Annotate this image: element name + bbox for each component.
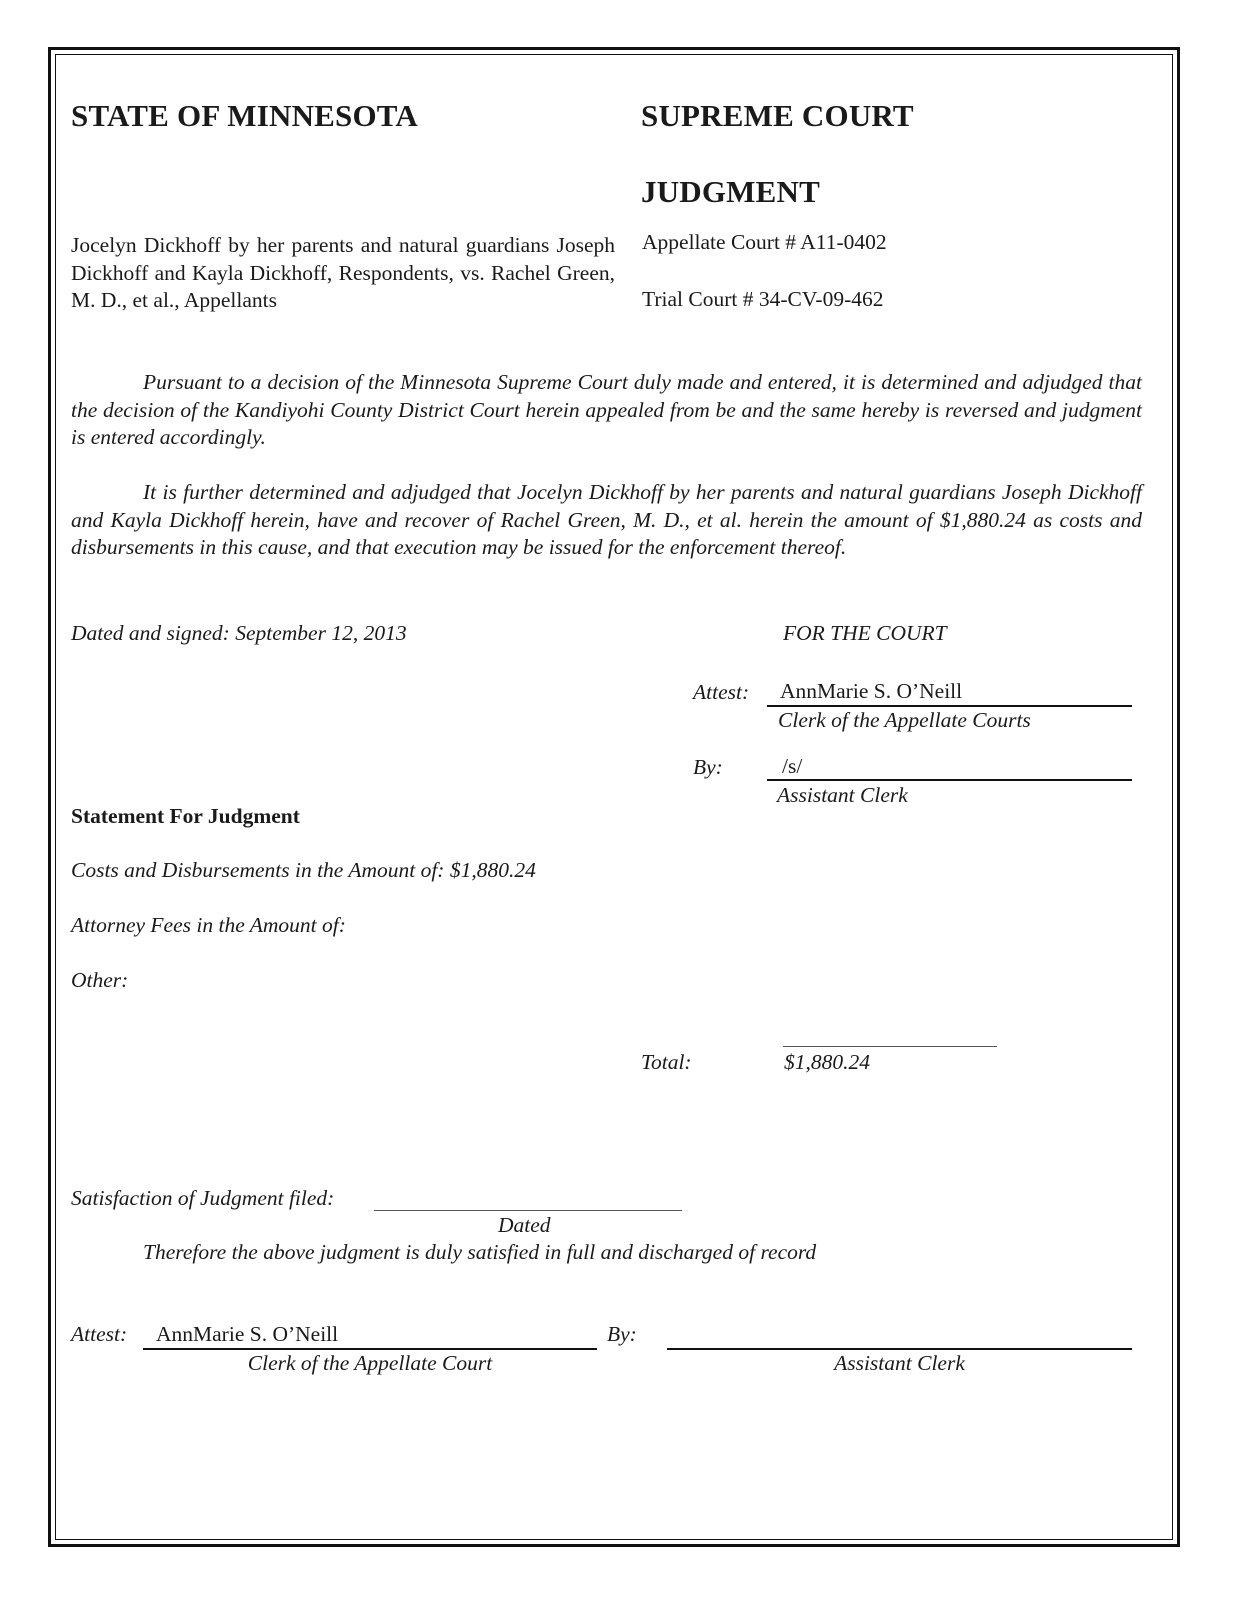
attest-clerk-title: Clerk of the Appellate Courts: [778, 708, 1031, 732]
by-signature: /s/: [782, 754, 803, 778]
total-rule: [783, 1046, 997, 1047]
costs-line: Costs and Disbursements in the Amount of: $1,880.24: [71, 858, 536, 882]
satisfaction-attest-name: AnnMarie S. O’Neill: [156, 1322, 339, 1346]
case-parties: Jocelyn Dickhoff by her parents and natural guardians Joseph Dickhoff and Kayla Dickhoff, Respondents, vs. Rachel Green, M. D., et al., Appellants: [71, 233, 615, 312]
judgment-paragraph-1: [71, 369, 1142, 452]
satisfaction-by-label: By:: [607, 1322, 637, 1346]
satisfaction-statement: Therefore the above judgment is duly satisfied in full and discharged of record: [143, 1240, 817, 1264]
satisfaction-assistant-clerk-title: Assistant Clerk: [834, 1351, 965, 1375]
other-line: Other:: [71, 968, 129, 992]
paragraph-1-text: Pursuant to a decision of the Minnesota Supreme Court duly made and entered, it is determined and adjudged that the decision of the Kandiyohi County District Court herein appealed from be and the same hereby is reversed and judgment is entered accordingly.: [71, 370, 1142, 449]
appellate-court-number: Appellate Court # A11-0402: [642, 230, 887, 254]
paragraph-2-text: It is further determined and adjudged that Jocelyn Dickhoff by her parents and natural guardians Joseph Dickhoff and Kayla Dickhoff herein, have and recover of Rachel Green, M. D., et al. herein the amount of $1,880.24 as costs and disbursements in this cause, and that execution may be issued for the enforcement thereof.: [71, 480, 1142, 559]
state-heading: STATE OF MINNESOTA: [71, 98, 418, 133]
attest-label: Attest:: [693, 680, 750, 704]
satisfaction-date-line: [374, 1210, 682, 1211]
total-value: $1,880.24: [784, 1050, 870, 1074]
attest-signature-line: [767, 705, 1132, 707]
satisfaction-attest-label: Attest:: [71, 1322, 128, 1346]
satisfaction-by-line: [667, 1348, 1132, 1350]
by-signature-line: [767, 779, 1132, 781]
satisfaction-filed-label: Satisfaction of Judgment filed:: [71, 1186, 335, 1210]
trial-court-number: Trial Court # 34-CV-09-462: [642, 287, 884, 311]
judgment-paragraph-2: [71, 479, 1142, 562]
for-the-court: FOR THE COURT: [783, 621, 947, 645]
dated-caption: Dated: [498, 1213, 551, 1237]
total-label: Total:: [641, 1050, 692, 1074]
satisfaction-attest-line: [143, 1348, 597, 1350]
assistant-clerk-title: Assistant Clerk: [777, 783, 908, 807]
court-heading: SUPREME COURT: [641, 98, 914, 133]
statement-heading: Statement For Judgment: [71, 804, 300, 828]
document-type-heading: JUDGMENT: [641, 174, 820, 209]
attorney-fees-line: Attorney Fees in the Amount of:: [71, 913, 346, 937]
by-label: By:: [693, 755, 723, 779]
attest-clerk-name: AnnMarie S. O’Neill: [780, 679, 963, 703]
dated-and-signed: Dated and signed: September 12, 2013: [71, 621, 407, 645]
satisfaction-clerk-title: Clerk of the Appellate Court: [247, 1351, 493, 1375]
